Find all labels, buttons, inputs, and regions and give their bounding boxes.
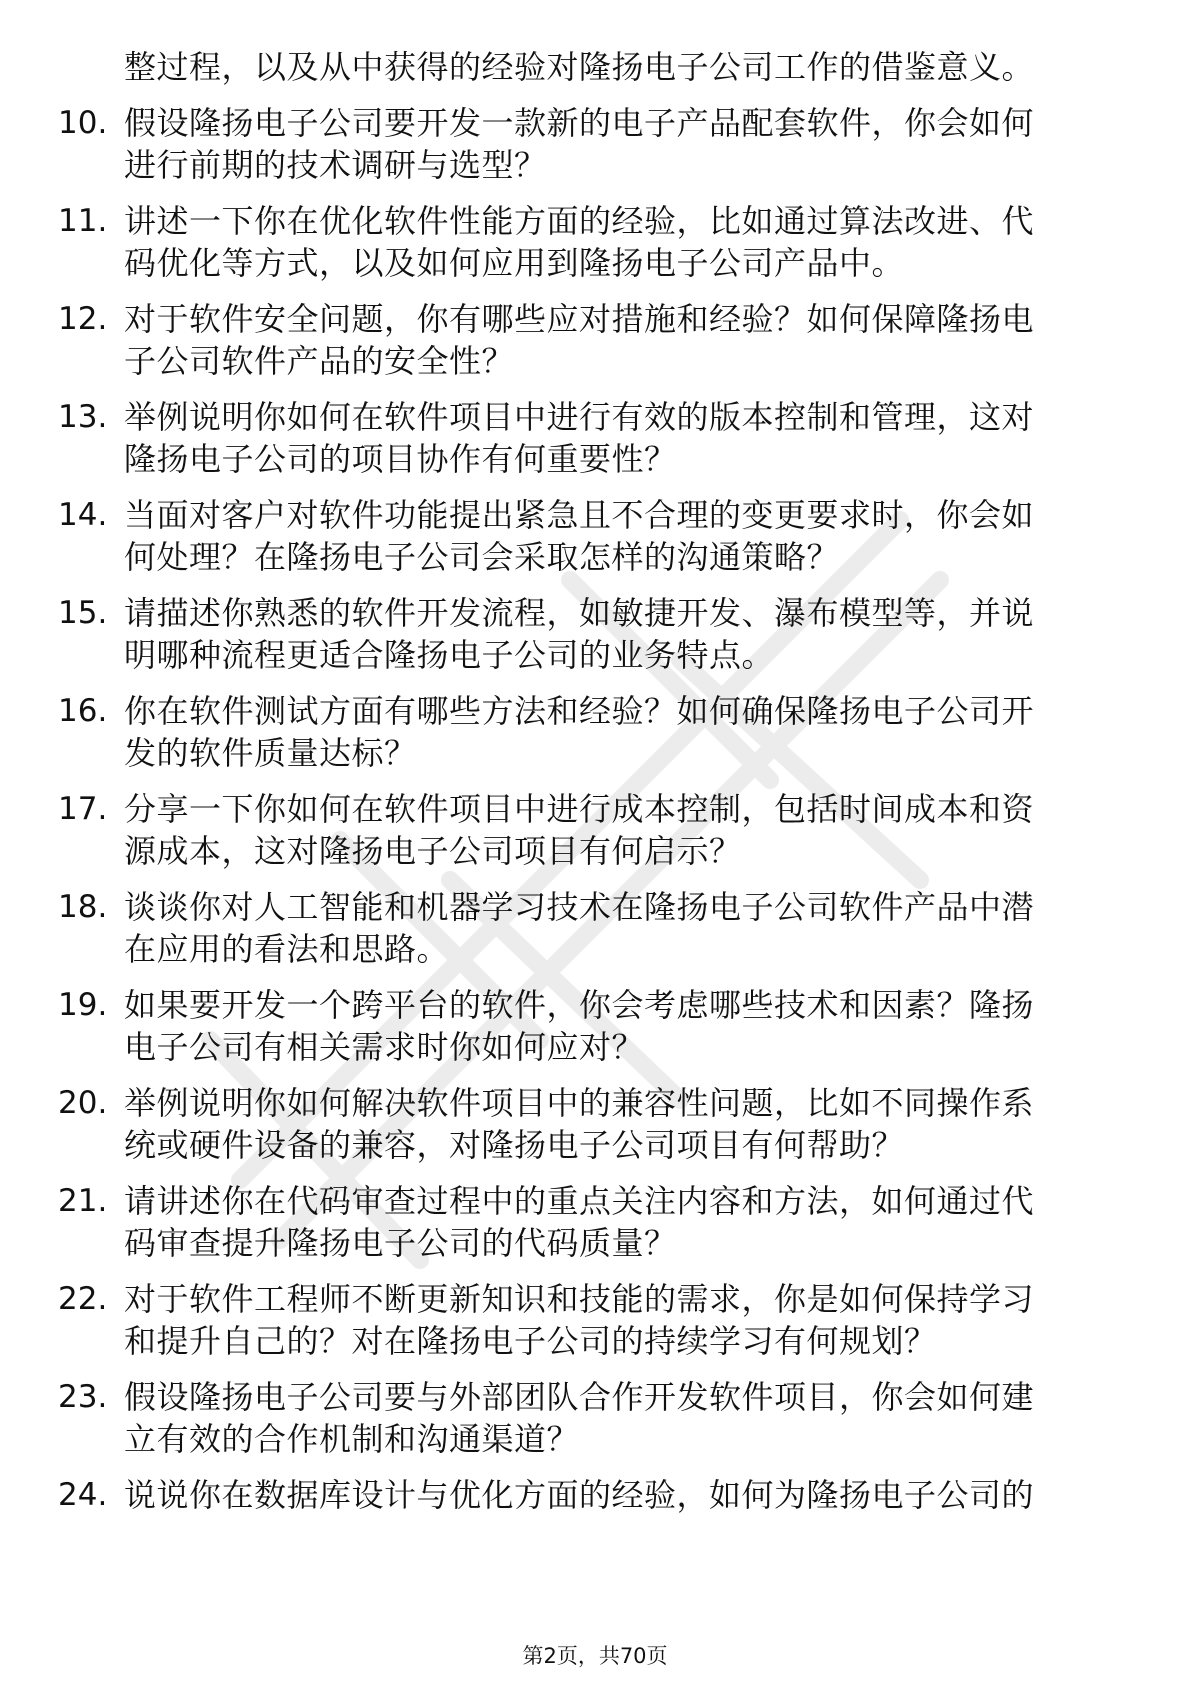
item-text bbox=[124, 592, 1120, 676]
item-text-line: 举例说明你如何解决软件项目中的兼容性问题，比如不同操作系 bbox=[124, 1084, 1035, 1122]
item-number: 11. bbox=[58, 203, 108, 239]
item-text-line: 假设隆扬电子公司要开发一款新的电子产品配套软件，你会如何 bbox=[124, 104, 1035, 142]
list-item bbox=[58, 1474, 1120, 1516]
item-text-line: 对于软件安全问题，你有哪些应对措施和经验？如何保障隆扬电 bbox=[124, 300, 1035, 338]
item-number: 21. bbox=[58, 1183, 108, 1219]
list-item bbox=[58, 494, 1120, 578]
item-text-line: 在应用的看法和思路。 bbox=[124, 930, 450, 968]
list-item bbox=[58, 1278, 1120, 1362]
list-item bbox=[58, 984, 1120, 1068]
list-item bbox=[58, 592, 1120, 676]
list-item bbox=[58, 1082, 1120, 1166]
item-number: 14. bbox=[58, 497, 108, 533]
list-item bbox=[58, 1376, 1120, 1460]
item-text-line: 请讲述你在代码审查过程中的重点关注内容和方法，如何通过代 bbox=[124, 1182, 1035, 1220]
item-text-line: 隆扬电子公司的项目协作有何重要性？ bbox=[124, 440, 677, 478]
item-text bbox=[124, 1474, 1120, 1516]
list-item bbox=[58, 788, 1120, 872]
item-text-line: 和提升自己的？对在隆扬电子公司的持续学习有何规划？ bbox=[124, 1322, 937, 1360]
item-number: 22. bbox=[58, 1281, 108, 1317]
item-text-line: 谈谈你对人工智能和机器学习技术在隆扬电子公司软件产品中潜 bbox=[124, 888, 1035, 926]
item-text bbox=[124, 1376, 1120, 1460]
item-text-line: 明哪种流程更适合隆扬电子公司的业务特点。 bbox=[124, 636, 775, 674]
item-text-line: 假设隆扬电子公司要与外部团队合作开发软件项目，你会如何建 bbox=[124, 1378, 1035, 1416]
list-item bbox=[58, 690, 1120, 774]
list-item bbox=[58, 102, 1120, 186]
item-text bbox=[124, 886, 1120, 970]
list-item bbox=[58, 396, 1120, 480]
item-text bbox=[124, 102, 1120, 186]
item-text bbox=[124, 200, 1120, 284]
item-number: 10. bbox=[58, 105, 108, 141]
item-number: 17. bbox=[58, 791, 108, 827]
item-number: 15. bbox=[58, 595, 108, 631]
item-text-line: 子公司软件产品的安全性？ bbox=[124, 342, 515, 380]
item-text bbox=[124, 298, 1120, 382]
item-text-line: 进行前期的技术调研与选型？ bbox=[124, 146, 547, 184]
item-text bbox=[124, 788, 1120, 872]
item-text-line: 分享一下你如何在软件项目中进行成本控制，包括时间成本和资 bbox=[124, 790, 1035, 828]
item-text-line: 你在软件测试方面有哪些方法和经验？如何确保隆扬电子公司开 bbox=[124, 692, 1035, 730]
item-text bbox=[124, 1180, 1120, 1264]
item-text bbox=[124, 1278, 1120, 1362]
list-item bbox=[58, 298, 1120, 382]
item-text-line: 电子公司有相关需求时你如何应对？ bbox=[124, 1028, 645, 1066]
item-text bbox=[124, 984, 1120, 1068]
item-text-line: 对于软件工程师不断更新知识和技能的需求，你是如何保持学习 bbox=[124, 1280, 1035, 1318]
item-text bbox=[124, 690, 1120, 774]
list-item bbox=[58, 1180, 1120, 1264]
item-text-line: 码优化等方式，以及如何应用到隆扬电子公司产品中。 bbox=[124, 244, 905, 282]
item-number: 24. bbox=[58, 1477, 108, 1513]
item-text bbox=[124, 494, 1120, 578]
item-text-line: 源成本，这对隆扬电子公司项目有何启示？ bbox=[124, 832, 742, 870]
continuation-line: 整过程，以及从中获得的经验对隆扬电子公司工作的借鉴意义。 bbox=[124, 48, 1035, 86]
item-number: 23. bbox=[58, 1379, 108, 1415]
item-number: 13. bbox=[58, 399, 108, 435]
item-text-line: 何处理？在隆扬电子公司会采取怎样的沟通策略？ bbox=[124, 538, 840, 576]
list-item bbox=[58, 886, 1120, 970]
item-text-line: 说说你在数据库设计与优化方面的经验，如何为隆扬电子公司的 bbox=[124, 1476, 1035, 1514]
item-number: 18. bbox=[58, 889, 108, 925]
item-text-line: 发的软件质量达标？ bbox=[124, 734, 417, 772]
page-number: 第2页，共70页 bbox=[522, 1644, 668, 1668]
item-text-line: 统或硬件设备的兼容，对隆扬电子公司项目有何帮助？ bbox=[124, 1126, 905, 1164]
item-text-line: 当面对客户对软件功能提出紧急且不合理的变更要求时，你会如 bbox=[124, 496, 1035, 534]
item-number: 19. bbox=[58, 987, 108, 1023]
list-item bbox=[58, 200, 1120, 284]
item-text-line: 如果要开发一个跨平台的软件，你会考虑哪些技术和因素？隆扬 bbox=[124, 986, 1035, 1024]
item-number: 16. bbox=[58, 693, 108, 729]
item-number: 20. bbox=[58, 1085, 108, 1121]
item-text bbox=[124, 1082, 1120, 1166]
question-list bbox=[58, 46, 1120, 1530]
item-text-line: 讲述一下你在优化软件性能方面的经验，比如通过算法改进、代 bbox=[124, 202, 1035, 240]
item-text-line: 请描述你熟悉的软件开发流程，如敏捷开发、瀑布模型等，并说 bbox=[124, 594, 1035, 632]
item-text bbox=[124, 396, 1120, 480]
item-text-line: 举例说明你如何在软件项目中进行有效的版本控制和管理，这对 bbox=[124, 398, 1035, 436]
item-text-line: 码审查提升隆扬电子公司的代码质量？ bbox=[124, 1224, 677, 1262]
item-text-line: 立有效的合作机制和沟通渠道？ bbox=[124, 1420, 580, 1458]
item-number: 12. bbox=[58, 301, 108, 337]
